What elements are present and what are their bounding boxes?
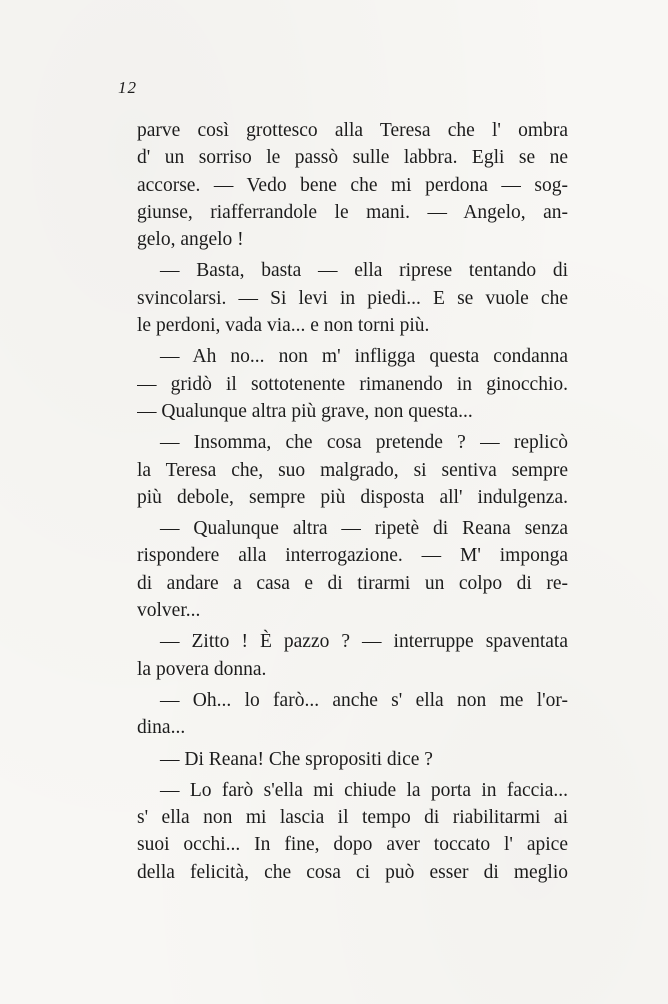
- body-text: [137, 117, 568, 886]
- text-line: s' ella non mi lascia il tempo di riabilitarmi ai: [137, 807, 568, 829]
- text-line: — Insomma, che cosa pretende ? — replicò: [160, 432, 568, 454]
- text-line: di andare a casa e di tirarmi un colpo di re-: [137, 572, 568, 594]
- page-number: 12: [118, 78, 137, 97]
- text-line: suoi occhi... In fine, dopo aver toccato l' apice: [137, 834, 568, 856]
- text-line: volver...: [137, 600, 201, 622]
- text-line: d' un sorriso le passò sulle labbra. Egli se ne: [137, 147, 568, 169]
- text-line: — Zitto ! È pazzo ? — interruppe spaventata: [160, 631, 568, 653]
- text-line: — Oh... lo farò... anche s' ella non me l'or-: [160, 689, 568, 711]
- text-line: — Ah no... non m' infligga questa condanna: [160, 346, 568, 368]
- text-line: — gridò il sottotenente rimanendo in ginocchio.: [137, 373, 568, 395]
- text-line: — Basta, basta — ella riprese tentando di: [160, 260, 568, 282]
- text-line: svincolarsi. — Si levi in piedi... E se vuole che: [137, 287, 568, 309]
- text-line: accorse. — Vedo bene che mi perdona — sog-: [137, 174, 568, 196]
- text-line: le perdoni, vada via... e non torni più.: [137, 315, 430, 337]
- text-line: della felicità, che cosa ci può esser di meglio: [137, 861, 568, 883]
- text-line: rispondere alla interrogazione. — M' imponga: [137, 545, 568, 567]
- text-line: — Di Reana! Che spropositi dice ?: [160, 748, 433, 770]
- text-line: — Qualunque altra — ripetè di Reana senza: [160, 518, 568, 540]
- text-line: più debole, sempre più disposta all' indulgenza.: [137, 486, 568, 508]
- text-line: la Teresa che, suo malgrado, si sentiva sempre: [137, 459, 568, 481]
- text-line: dina...: [137, 717, 186, 739]
- text-line: gelo, angelo !: [137, 229, 244, 251]
- text-line: — Lo farò s'ella mi chiude la porta in faccia...: [160, 779, 568, 801]
- text-line: — Qualunque altra più grave, non questa...: [137, 400, 473, 422]
- text-line: parve così grottesco alla Teresa che l' ombra: [137, 120, 568, 141]
- text-line: giunse, riafferrandole le mani. — Angelo, an-: [137, 201, 568, 223]
- text-line: la povera donna.: [137, 658, 267, 680]
